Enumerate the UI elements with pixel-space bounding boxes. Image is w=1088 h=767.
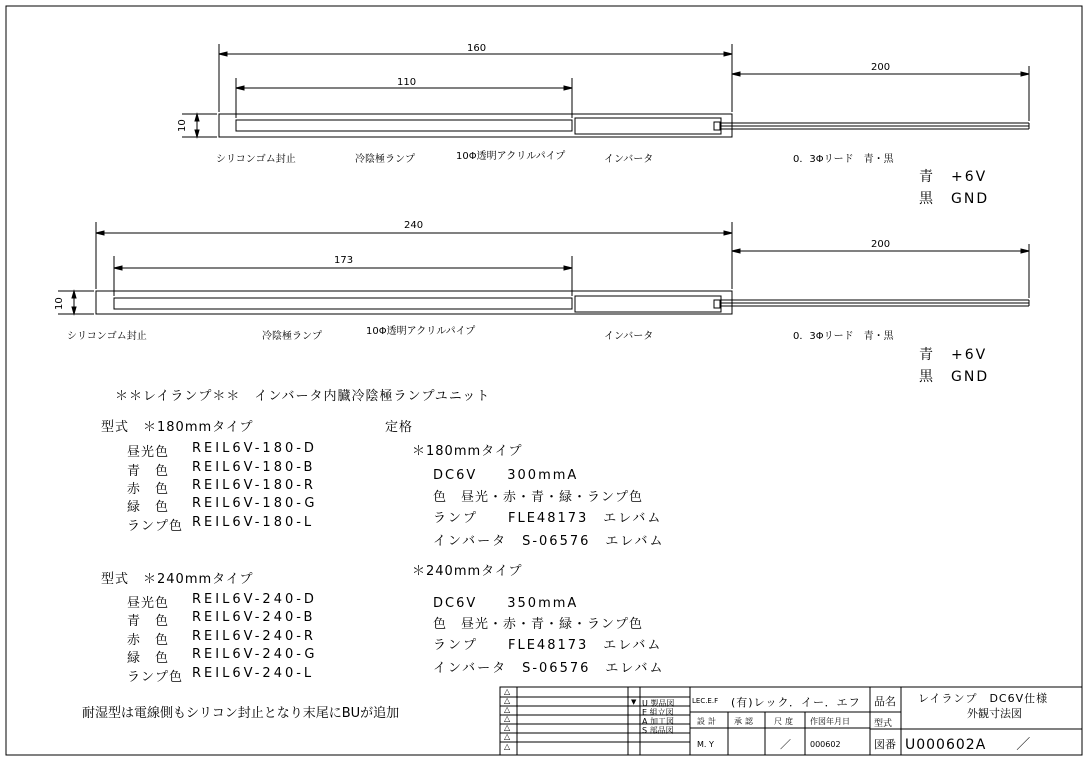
label-drawing-no: 図番	[874, 738, 896, 751]
dim-label-10-2: 10	[54, 297, 65, 310]
col-approve: 承認	[734, 717, 756, 726]
rev-mark-6: △	[504, 742, 511, 751]
dim-label-200-2: 200	[871, 239, 891, 250]
model-240-color-0: 昼光色	[127, 596, 170, 611]
rating-180-title: ＊180mmタイプ	[412, 444, 523, 459]
wire-black-1: 黒 GND	[919, 191, 990, 207]
rev-mark-4: △	[504, 723, 511, 732]
rating-180-lamp: ランプ FLE48173 エレバム	[433, 511, 663, 526]
label-pipe-1: 10Φ透明アクリルパイプ	[456, 151, 566, 162]
dim-label-173: 173	[334, 255, 354, 266]
lamp-body-2	[114, 298, 572, 309]
connector-2	[714, 300, 720, 308]
wire-black-2: 黒 GND	[919, 369, 990, 385]
wire-blue-1: 青 +6V	[919, 169, 988, 185]
rating-180-colors: 色 昼光・赤・青・緑・ランプ色	[433, 490, 644, 505]
rev-mark-2: △	[504, 705, 511, 714]
model-240-color-4: ランプ色	[127, 670, 184, 685]
company-name: (有)レック．イー．エフ	[731, 696, 861, 709]
rating-240-colors: 色 昼光・赤・青・緑・ランプ色	[433, 617, 644, 632]
rev-mark-5: △	[504, 732, 511, 741]
model-240-code-3: REIL6V-240-G	[192, 647, 318, 662]
rating-240-title: ＊240mmタイプ	[412, 564, 523, 579]
models-240-title: 型式 ＊240mmタイプ	[101, 572, 254, 587]
inverter-body-1	[575, 118, 721, 134]
models-180-title: 型式 ＊180mmタイプ	[101, 420, 254, 435]
rating-180-power: DC6V 300mmA	[433, 468, 579, 483]
label-seal-1: シリコンゴム封止	[216, 154, 296, 165]
check-mark-icon: ▼	[631, 698, 637, 706]
model-180-color-4: ランプ色	[127, 519, 184, 534]
model-240-code-4: REIL6V-240-L	[192, 666, 315, 681]
check-machining: A 加工図	[642, 717, 675, 726]
scale-value: ／	[780, 738, 791, 751]
label-lead-2: 0．3Φリード 青・黒	[793, 331, 894, 342]
label-pipe-2: 10Φ透明アクリルパイプ	[366, 326, 476, 337]
rev-mark-3: △	[504, 714, 511, 723]
dim-label-240: 240	[404, 220, 424, 231]
check-product: U 製品図	[642, 699, 675, 708]
model-180-color-3: 緑 色	[127, 500, 170, 515]
model-180-color-1: 青 色	[127, 464, 170, 479]
model-240-color-1: 青 色	[127, 614, 170, 629]
model-180-code-2: REIL6V-180-R	[192, 478, 316, 493]
label-lamp-2: 冷陰極ランプ	[262, 331, 322, 342]
rev-mark-0: △	[504, 687, 511, 696]
date-value: 000602	[810, 740, 841, 749]
label-inverter-2: インバータ	[604, 331, 654, 342]
col-design: 設計	[697, 717, 719, 726]
label-product-name: 品名	[874, 695, 896, 708]
dim-label-110: 110	[397, 77, 417, 88]
inverter-body-2	[575, 296, 721, 312]
model-180-code-4: REIL6V-180-L	[192, 515, 315, 530]
connector-1	[714, 122, 720, 130]
lamp-body-1	[236, 120, 572, 131]
model-240-color-3: 緑 色	[127, 651, 170, 666]
col-date: 作図年月日	[810, 717, 850, 726]
dim-label-10-1: 10	[177, 119, 188, 132]
rating-title: 定格	[385, 420, 414, 435]
rating-240-lamp: ランプ FLE48173 エレバム	[433, 638, 663, 653]
rating-180-inverter: インバータ S-06576 エレバム	[433, 534, 665, 549]
model-180-color-2: 赤 色	[127, 482, 170, 497]
wire-blue-2: 青 +6V	[919, 347, 988, 363]
drawing-2	[58, 222, 1029, 314]
model-240-code-1: REIL6V-240-B	[192, 610, 316, 625]
humidity-note: 耐湿型は電線側もシリコン封止となり末尾にBUが追加	[82, 706, 400, 721]
company-prefix: LEC.E.F	[692, 697, 719, 705]
product-subtitle: 外観寸法図	[967, 707, 1022, 720]
label-lamp-1: 冷陰極ランプ	[355, 154, 415, 165]
rating-240-power: DC6V 350mmA	[433, 596, 579, 611]
dim-label-200-1: 200	[871, 62, 891, 73]
spec-heading: ＊＊レイランプ＊＊ インバータ内臓冷陰極ランプユニット	[115, 389, 491, 404]
label-lead-1: 0．3Φリード 青・黒	[793, 154, 894, 165]
rev-mark-1: △	[504, 696, 511, 705]
check-assembly: E 組立図	[642, 708, 674, 717]
model-180-code-0: REIL6V-180-D	[192, 441, 317, 456]
product-name: レイランプ DC6V仕様	[918, 692, 1049, 705]
col-scale: 尺度	[774, 717, 796, 726]
drawing-1	[182, 44, 1029, 137]
model-240-color-2: 赤 色	[127, 633, 170, 648]
model-240-code-0: REIL6V-240-D	[192, 592, 317, 607]
model-180-color-0: 昼光色	[127, 445, 170, 460]
dim-label-160: 160	[467, 43, 487, 54]
model-240-code-2: REIL6V-240-R	[192, 629, 316, 644]
model-180-code-3: REIL6V-180-G	[192, 496, 318, 511]
model-180-code-1: REIL6V-180-B	[192, 460, 316, 475]
rating-240-inverter: インバータ S-06576 エレバム	[433, 661, 665, 676]
label-model: 型式	[874, 719, 893, 729]
acrylic-pipe-outline-2	[96, 291, 732, 314]
drawing-number: U000602A ／	[905, 737, 1032, 753]
label-seal-2: シリコンゴム封止	[67, 331, 147, 342]
label-inverter-1: インバータ	[604, 154, 654, 165]
designer-initials: M. Y	[697, 740, 714, 749]
check-parts: S 部品図	[642, 726, 674, 735]
